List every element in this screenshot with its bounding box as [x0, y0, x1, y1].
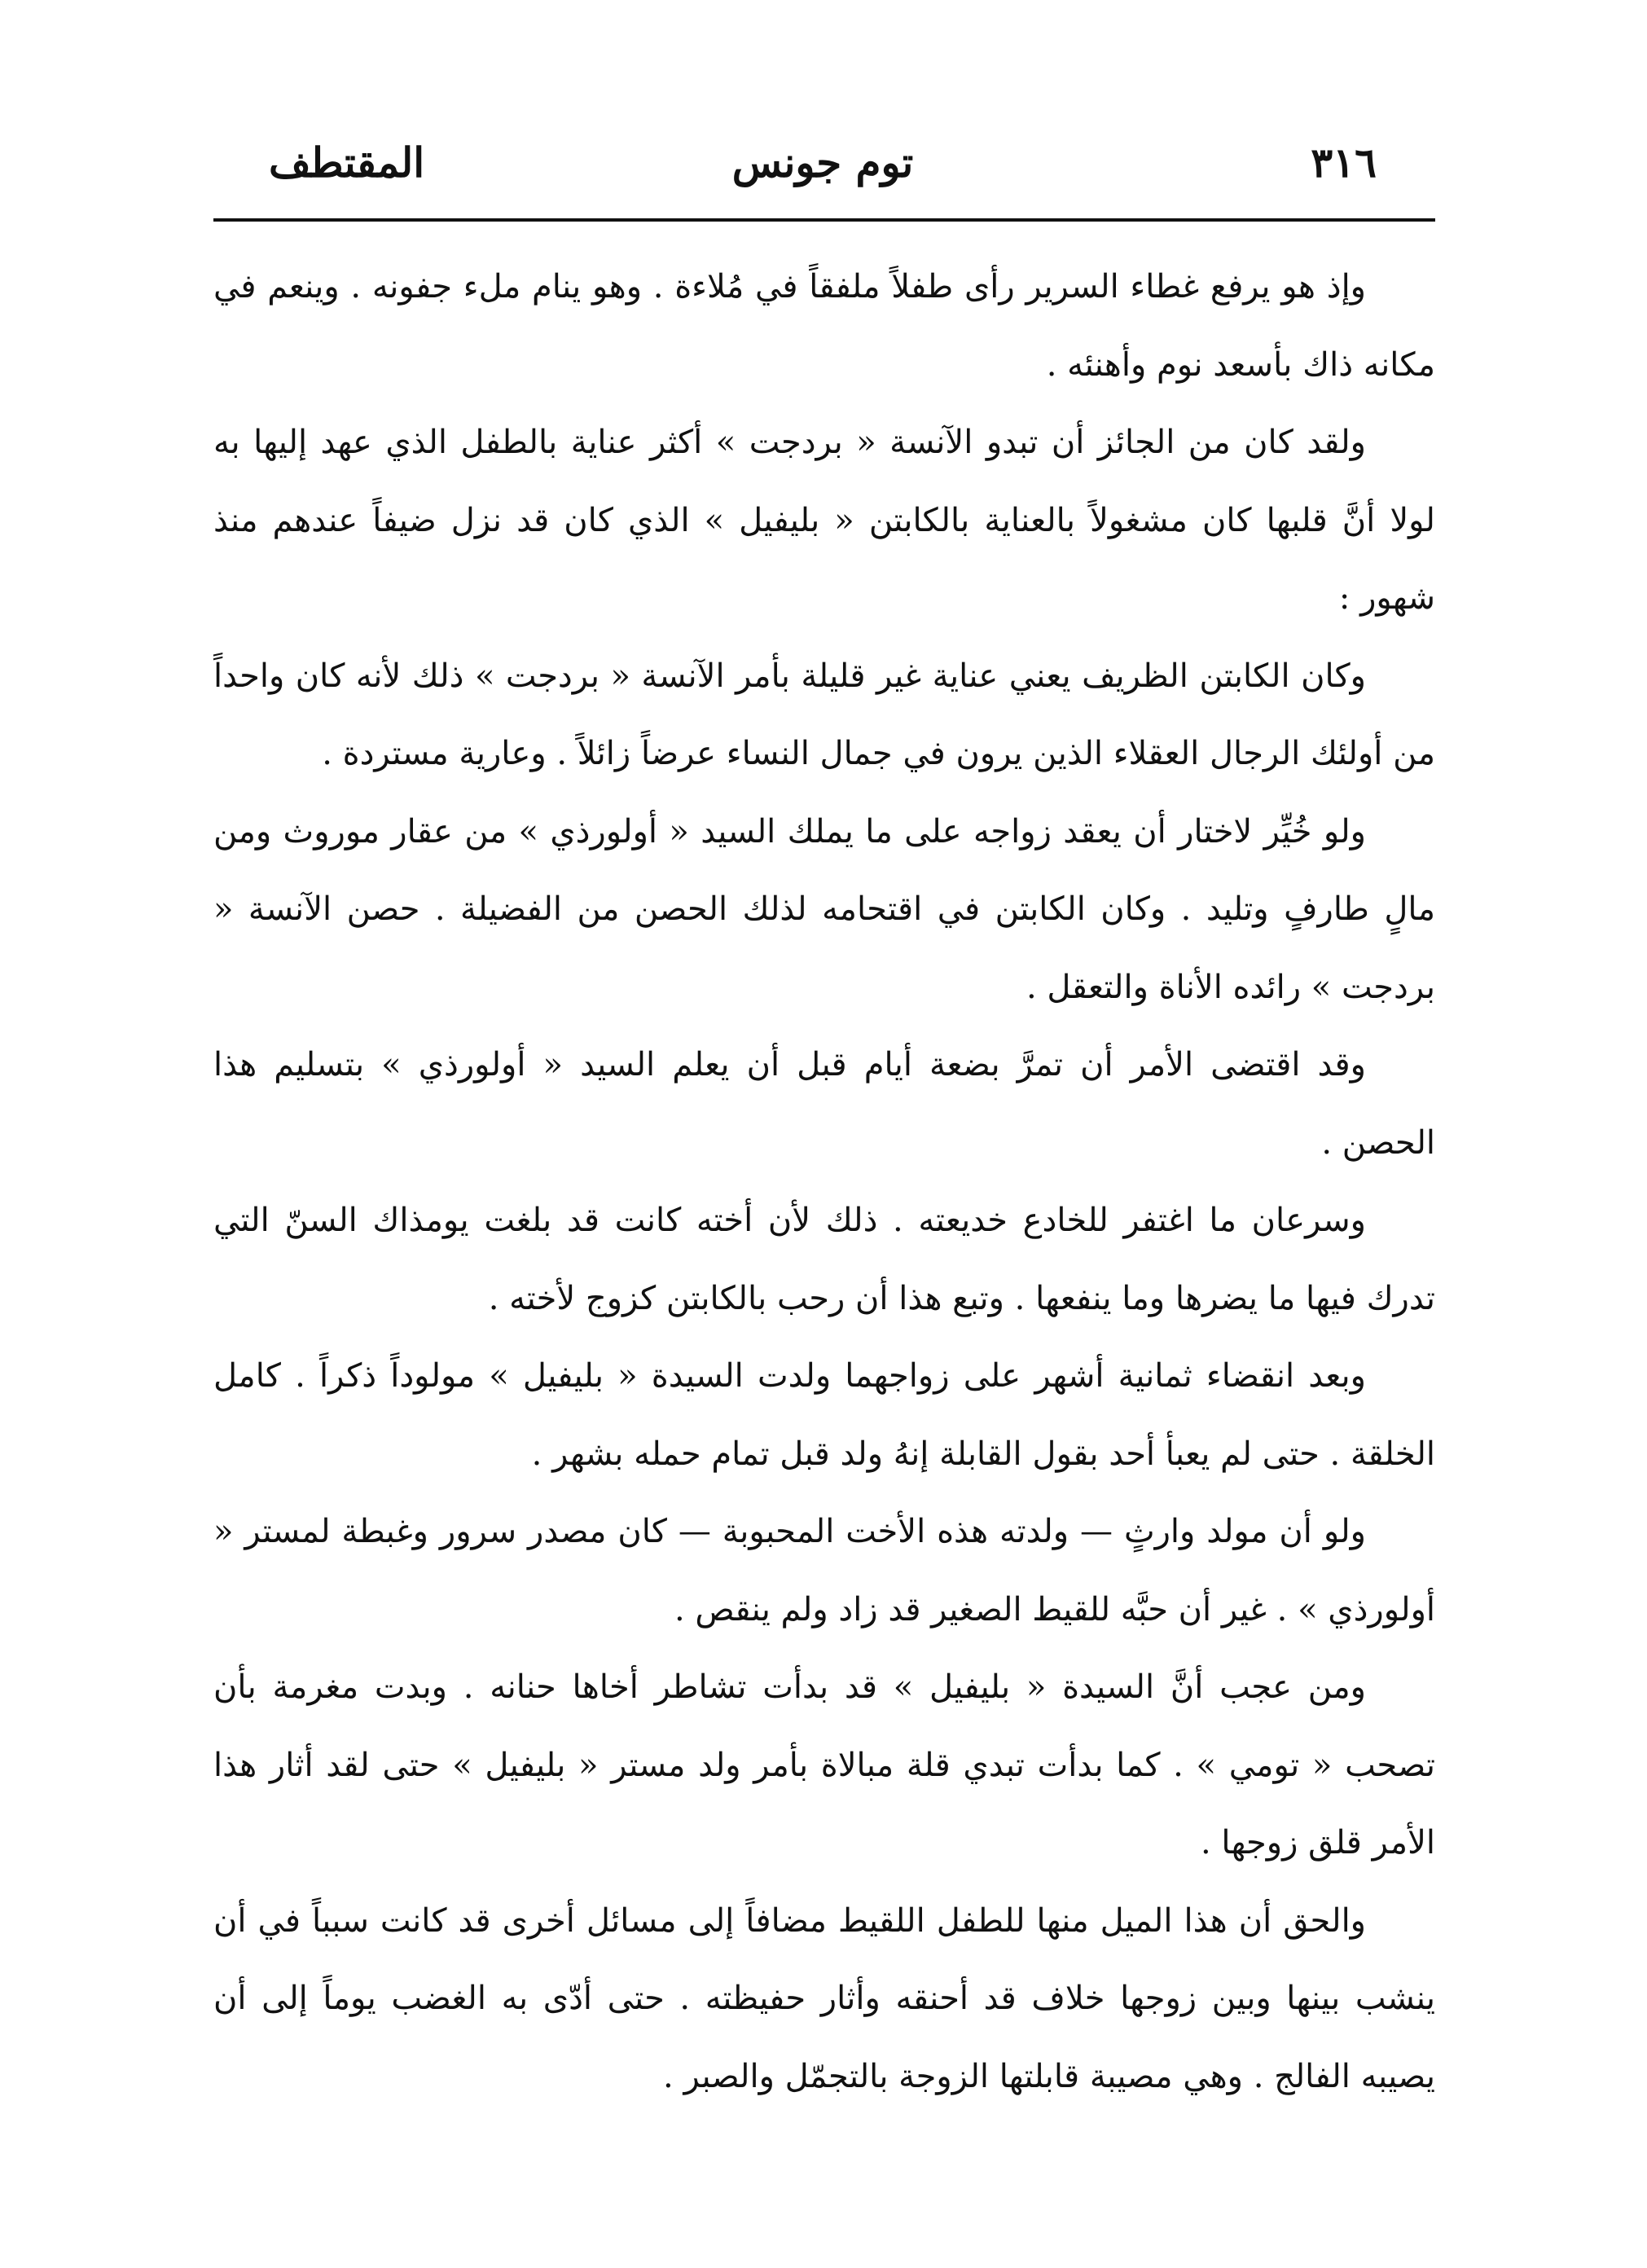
- paragraph: ولو أن مولد وارثٍ — ولدته هذه الأخت المحبوبة — كان مصدر سرور وغبطة لمستر « أولورذي » . غير أن حبَّه للقيط الصغير قد زاد ولم ينقص .: [213, 1513, 1435, 1628]
- paragraph: وكان الكابتن الظريف يعني عناية غير قليلة بأمر الآنسة « بردجت » ذلك لأنه كان واحداً من أولئك الرجال العقلاء الذين يرون في جمال النساء عرضاً زائلاً . وعارية مستردة .: [213, 657, 1435, 772]
- paragraph: وإذ هو يرفع غطاء السرير رأى طفلاً ملفقاً في مُلاءة . وهو ينام ملء جفونه . وينعم في مكانه ذاك بأسعد نوم وأهنئه .: [213, 268, 1435, 384]
- paragraph: والحق أن هذا الميل منها للطفل اللقيط مضافاً إلى مسائل أخرى قد كانت سبباً في أن ينشب بينها وبين زوجها خلاف قد أحنقه وأثار حفيظته . حتى أدّى به الغضب يوماً إلى أن يصيبه الفالج . وهي مصيبة قابلتها الزوجة بالتجمّل والصبر .: [213, 1901, 1435, 2095]
- paragraph: ولقد كان من الجائز أن تبدو الآنسة « بردجت » أكثر عناية بالطفل الذي عهد إليها به لولا أنَّ قلبها كان مشغولاً بالعناية بالكابتن « بليفيل » الذي كان قد نزل ضيفاً عندهم منذ شهور :: [213, 424, 1435, 617]
- running-title: توم جونس: [731, 138, 914, 187]
- paragraph: وسرعان ما اغتفر للخادع خديعته . ذلك لأن أخته كانت قد بلغت يومذاك السنّ التي تدرك فيها ما يضرها وما ينفعها . وتبع هذا أن رحب بالكابتن كزوج لأخته .: [213, 1202, 1435, 1317]
- page-number: ٣١٦: [1311, 138, 1377, 187]
- paragraph: وبعد انقضاء ثمانية أشهر على زواجهما ولدت السيدة « بليفيل » مولوداً ذكراً . كامل الخلقة . حتى لم يعبأ أحد بقول القابلة إنهُ ولد قبل تمام حمله بشهر .: [213, 1357, 1435, 1473]
- page-header: [212, 134, 1434, 200]
- paragraph: ومن عجب أنَّ السيدة « بليفيل » قد بدأت تشاطر أخاها حنانه . وبدت مغرمة بأن تصحب « تومي » . كما بدأت تبدي قلة مبالاة بأمر ولد مستر « بليفيل » حتى لقد أثار هذا الأمر قلق زوجها .: [213, 1668, 1435, 1861]
- journal-name: المقتطف: [269, 138, 425, 187]
- paragraph: وقد اقتضى الأمر أن تمرَّ بضعة أيام قبل أن يعلم السيد « أولورذي » بتسليم هذا الحصن .: [213, 1046, 1435, 1162]
- header-rule: [213, 218, 1435, 222]
- paragraph: ولو خُيِّر لاختار أن يعقد زواجه على ما يملك السيد « أولورذي » من عقار موروث ومن مالٍ طارفٍ وتليد . وكان الكابتن في اقتحامه لذلك الحصن من الفضيلة . حصن الآنسة « بردجت » رائده الأناة والتعقل .: [213, 812, 1435, 1006]
- body-text: [213, 248, 1435, 2116]
